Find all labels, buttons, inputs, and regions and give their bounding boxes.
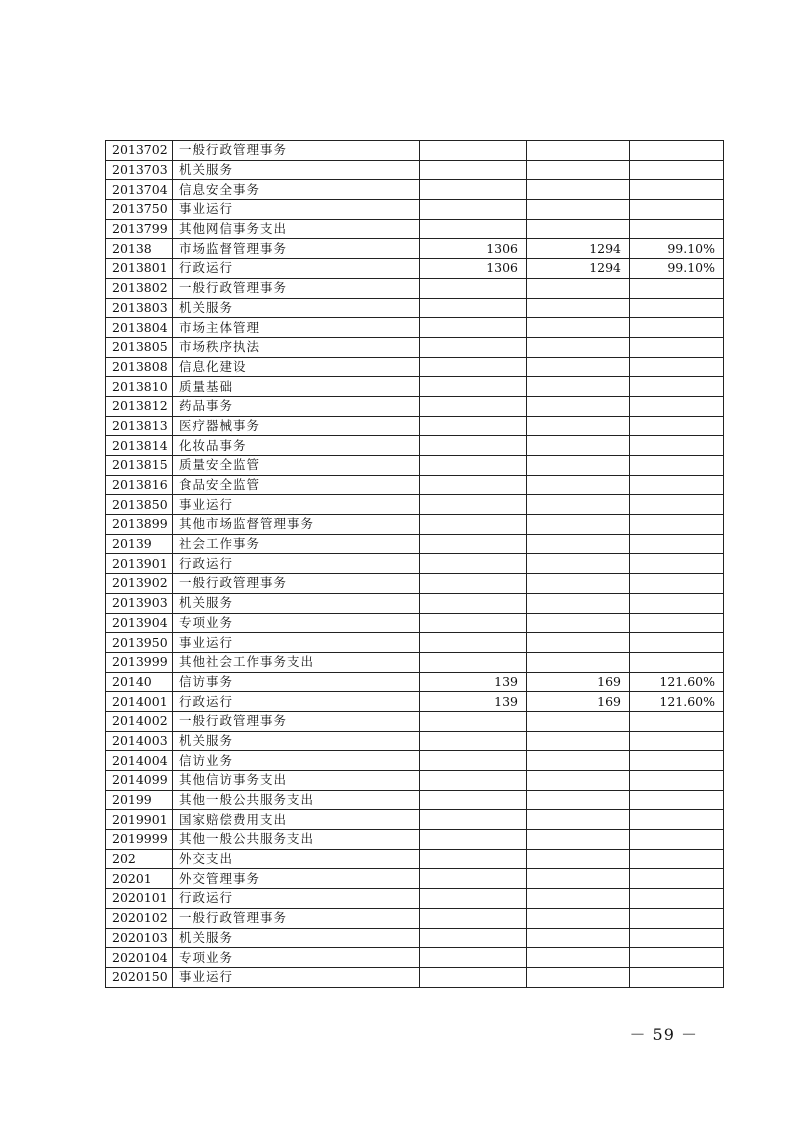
code-cell: 2013815 bbox=[106, 456, 173, 476]
actual-value-cell: 1294 bbox=[527, 259, 630, 279]
table-row bbox=[106, 751, 724, 771]
completion-rate-cell: 99.10% bbox=[630, 259, 724, 279]
table-row bbox=[106, 534, 724, 554]
actual-value-cell bbox=[527, 810, 630, 830]
completion-rate-cell bbox=[630, 830, 724, 850]
code-cell: 20199 bbox=[106, 790, 173, 810]
table-row bbox=[106, 416, 724, 436]
budget-value-cell bbox=[420, 849, 527, 869]
completion-rate-cell bbox=[630, 948, 724, 968]
table-row bbox=[106, 633, 724, 653]
item-name-cell: 一般行政管理事务 bbox=[173, 908, 420, 928]
budget-value-cell bbox=[420, 790, 527, 810]
item-name-cell: 市场秩序执法 bbox=[173, 337, 420, 357]
table-row bbox=[106, 967, 724, 987]
item-name-cell: 一般行政管理事务 bbox=[173, 574, 420, 594]
budget-value-cell bbox=[420, 141, 527, 161]
budget-value-cell bbox=[420, 180, 527, 200]
item-name-cell: 事业运行 bbox=[173, 200, 420, 220]
code-cell: 2013950 bbox=[106, 633, 173, 653]
page-number: － 59 － bbox=[629, 1025, 698, 1044]
completion-rate-cell bbox=[630, 456, 724, 476]
item-name-cell: 一般行政管理事务 bbox=[173, 711, 420, 731]
actual-value-cell bbox=[527, 515, 630, 535]
actual-value-cell bbox=[527, 751, 630, 771]
budget-value-cell bbox=[420, 456, 527, 476]
actual-value-cell bbox=[527, 436, 630, 456]
budget-value-cell bbox=[420, 711, 527, 731]
table-row bbox=[106, 889, 724, 909]
completion-rate-cell bbox=[630, 357, 724, 377]
table-row bbox=[106, 160, 724, 180]
budget-value-cell bbox=[420, 810, 527, 830]
completion-rate-cell bbox=[630, 967, 724, 987]
actual-value-cell bbox=[527, 396, 630, 416]
actual-value-cell bbox=[527, 928, 630, 948]
actual-value-cell bbox=[527, 554, 630, 574]
code-cell: 20139 bbox=[106, 534, 173, 554]
completion-rate-cell bbox=[630, 554, 724, 574]
budget-value-cell bbox=[420, 200, 527, 220]
completion-rate-cell bbox=[630, 298, 724, 318]
actual-value-cell bbox=[527, 908, 630, 928]
actual-value-cell bbox=[527, 771, 630, 791]
actual-value-cell bbox=[527, 574, 630, 594]
table-row bbox=[106, 928, 724, 948]
item-name-cell: 行政运行 bbox=[173, 259, 420, 279]
item-name-cell: 信访事务 bbox=[173, 672, 420, 692]
code-cell: 20140 bbox=[106, 672, 173, 692]
completion-rate-cell bbox=[630, 593, 724, 613]
table-row bbox=[106, 259, 724, 279]
table-row bbox=[106, 396, 724, 416]
table-row bbox=[106, 554, 724, 574]
code-cell: 2013799 bbox=[106, 219, 173, 239]
budget-value-cell bbox=[420, 534, 527, 554]
completion-rate-cell bbox=[630, 711, 724, 731]
code-cell: 2014004 bbox=[106, 751, 173, 771]
completion-rate-cell bbox=[630, 810, 724, 830]
completion-rate-cell bbox=[630, 751, 724, 771]
actual-value-cell: 169 bbox=[527, 692, 630, 712]
actual-value-cell bbox=[527, 495, 630, 515]
table-row bbox=[106, 515, 724, 535]
code-cell: 2020101 bbox=[106, 889, 173, 909]
actual-value-cell bbox=[527, 377, 630, 397]
code-cell: 2020104 bbox=[106, 948, 173, 968]
item-name-cell: 一般行政管理事务 bbox=[173, 278, 420, 298]
item-name-cell: 其他一般公共服务支出 bbox=[173, 790, 420, 810]
completion-rate-cell bbox=[630, 141, 724, 161]
item-name-cell: 质量基础 bbox=[173, 377, 420, 397]
item-name-cell: 药品事务 bbox=[173, 396, 420, 416]
item-name-cell: 医疗器械事务 bbox=[173, 416, 420, 436]
budget-value-cell bbox=[420, 475, 527, 495]
table-row bbox=[106, 948, 724, 968]
item-name-cell: 质量安全监管 bbox=[173, 456, 420, 476]
completion-rate-cell bbox=[630, 318, 724, 338]
item-name-cell: 信息化建设 bbox=[173, 357, 420, 377]
actual-value-cell bbox=[527, 849, 630, 869]
code-cell: 2013802 bbox=[106, 278, 173, 298]
actual-value-cell bbox=[527, 652, 630, 672]
completion-rate-cell bbox=[630, 731, 724, 751]
budget-value-cell bbox=[420, 278, 527, 298]
table-row bbox=[106, 652, 724, 672]
completion-rate-cell bbox=[630, 377, 724, 397]
table-row bbox=[106, 810, 724, 830]
budget-value-cell bbox=[420, 771, 527, 791]
actual-value-cell bbox=[527, 613, 630, 633]
table-row bbox=[106, 711, 724, 731]
budget-value-cell bbox=[420, 830, 527, 850]
item-name-cell: 事业运行 bbox=[173, 495, 420, 515]
code-cell: 2014003 bbox=[106, 731, 173, 751]
actual-value-cell bbox=[527, 318, 630, 338]
code-cell: 2014002 bbox=[106, 711, 173, 731]
budget-value-cell bbox=[420, 377, 527, 397]
budget-value-cell bbox=[420, 219, 527, 239]
table-row bbox=[106, 869, 724, 889]
code-cell: 2013901 bbox=[106, 554, 173, 574]
item-name-cell: 事业运行 bbox=[173, 967, 420, 987]
code-cell: 2020150 bbox=[106, 967, 173, 987]
code-cell: 2013704 bbox=[106, 180, 173, 200]
code-cell: 2020103 bbox=[106, 928, 173, 948]
actual-value-cell bbox=[527, 593, 630, 613]
code-cell: 2013899 bbox=[106, 515, 173, 535]
table-row bbox=[106, 298, 724, 318]
actual-value-cell: 169 bbox=[527, 672, 630, 692]
actual-value-cell bbox=[527, 731, 630, 751]
actual-value-cell bbox=[527, 889, 630, 909]
table-row bbox=[106, 731, 724, 751]
table-row bbox=[106, 593, 724, 613]
code-cell: 2013703 bbox=[106, 160, 173, 180]
code-cell: 2013813 bbox=[106, 416, 173, 436]
code-cell: 2019901 bbox=[106, 810, 173, 830]
item-name-cell: 行政运行 bbox=[173, 554, 420, 574]
actual-value-cell bbox=[527, 278, 630, 298]
table-row bbox=[106, 219, 724, 239]
completion-rate-cell bbox=[630, 160, 724, 180]
completion-rate-cell bbox=[630, 475, 724, 495]
actual-value-cell bbox=[527, 416, 630, 436]
completion-rate-cell bbox=[630, 515, 724, 535]
completion-rate-cell bbox=[630, 613, 724, 633]
actual-value-cell: 1294 bbox=[527, 239, 630, 259]
table-row bbox=[106, 790, 724, 810]
item-name-cell: 其他信访事务支出 bbox=[173, 771, 420, 791]
budget-value-cell bbox=[420, 318, 527, 338]
table-row bbox=[106, 436, 724, 456]
actual-value-cell bbox=[527, 456, 630, 476]
budget-value-cell bbox=[420, 967, 527, 987]
budget-value-cell bbox=[420, 160, 527, 180]
completion-rate-cell bbox=[630, 771, 724, 791]
table-row bbox=[106, 849, 724, 869]
completion-rate-cell bbox=[630, 790, 724, 810]
code-cell: 2013850 bbox=[106, 495, 173, 515]
actual-value-cell bbox=[527, 948, 630, 968]
completion-rate-cell bbox=[630, 278, 724, 298]
completion-rate-cell bbox=[630, 495, 724, 515]
item-name-cell: 专项业务 bbox=[173, 948, 420, 968]
actual-value-cell bbox=[527, 633, 630, 653]
code-cell: 2019999 bbox=[106, 830, 173, 850]
actual-value-cell bbox=[527, 337, 630, 357]
completion-rate-cell bbox=[630, 652, 724, 672]
table-row bbox=[106, 475, 724, 495]
table-row bbox=[106, 456, 724, 476]
item-name-cell: 市场主体管理 bbox=[173, 318, 420, 338]
budget-value-cell bbox=[420, 574, 527, 594]
completion-rate-cell bbox=[630, 436, 724, 456]
completion-rate-cell bbox=[630, 180, 724, 200]
code-cell: 2013801 bbox=[106, 259, 173, 279]
actual-value-cell bbox=[527, 298, 630, 318]
item-name-cell: 其他网信事务支出 bbox=[173, 219, 420, 239]
budget-value-cell bbox=[420, 298, 527, 318]
table-row bbox=[106, 239, 724, 259]
budget-value-cell bbox=[420, 948, 527, 968]
actual-value-cell bbox=[527, 790, 630, 810]
item-name-cell: 外交管理事务 bbox=[173, 869, 420, 889]
code-cell: 2013999 bbox=[106, 652, 173, 672]
budget-value-cell: 1306 bbox=[420, 259, 527, 279]
item-name-cell: 其他一般公共服务支出 bbox=[173, 830, 420, 850]
code-cell: 2014001 bbox=[106, 692, 173, 712]
budget-value-cell bbox=[420, 613, 527, 633]
actual-value-cell bbox=[527, 160, 630, 180]
table-row bbox=[106, 574, 724, 594]
code-cell: 2013750 bbox=[106, 200, 173, 220]
budget-value-cell: 139 bbox=[420, 672, 527, 692]
code-cell: 2013904 bbox=[106, 613, 173, 633]
item-name-cell: 行政运行 bbox=[173, 889, 420, 909]
budget-value-cell bbox=[420, 593, 527, 613]
actual-value-cell bbox=[527, 534, 630, 554]
completion-rate-cell bbox=[630, 219, 724, 239]
table-row bbox=[106, 200, 724, 220]
item-name-cell: 事业运行 bbox=[173, 633, 420, 653]
item-name-cell: 机关服务 bbox=[173, 298, 420, 318]
item-name-cell: 机关服务 bbox=[173, 731, 420, 751]
completion-rate-cell: 99.10% bbox=[630, 239, 724, 259]
code-cell: 2013805 bbox=[106, 337, 173, 357]
code-cell: 20138 bbox=[106, 239, 173, 259]
table-body bbox=[106, 141, 724, 988]
budget-value-cell bbox=[420, 436, 527, 456]
completion-rate-cell bbox=[630, 849, 724, 869]
actual-value-cell bbox=[527, 141, 630, 161]
budget-value-cell bbox=[420, 554, 527, 574]
budget-value-cell bbox=[420, 908, 527, 928]
code-cell: 2014099 bbox=[106, 771, 173, 791]
budget-value-cell bbox=[420, 889, 527, 909]
completion-rate-cell bbox=[630, 633, 724, 653]
table-row bbox=[106, 377, 724, 397]
table-row bbox=[106, 278, 724, 298]
item-name-cell: 信访业务 bbox=[173, 751, 420, 771]
budget-value-cell bbox=[420, 515, 527, 535]
actual-value-cell bbox=[527, 219, 630, 239]
expenditure-table bbox=[105, 140, 724, 988]
item-name-cell: 化妆品事务 bbox=[173, 436, 420, 456]
code-cell: 2013810 bbox=[106, 377, 173, 397]
code-cell: 2013808 bbox=[106, 357, 173, 377]
code-cell: 2013803 bbox=[106, 298, 173, 318]
budget-value-cell bbox=[420, 416, 527, 436]
item-name-cell: 外交支出 bbox=[173, 849, 420, 869]
item-name-cell: 机关服务 bbox=[173, 928, 420, 948]
actual-value-cell bbox=[527, 869, 630, 889]
completion-rate-cell bbox=[630, 889, 724, 909]
item-name-cell: 行政运行 bbox=[173, 692, 420, 712]
table-row bbox=[106, 141, 724, 161]
code-cell: 202 bbox=[106, 849, 173, 869]
budget-value-cell bbox=[420, 633, 527, 653]
table-row bbox=[106, 180, 724, 200]
actual-value-cell bbox=[527, 711, 630, 731]
budget-value-cell bbox=[420, 495, 527, 515]
completion-rate-cell: 121.60% bbox=[630, 692, 724, 712]
table-row bbox=[106, 613, 724, 633]
item-name-cell: 社会工作事务 bbox=[173, 534, 420, 554]
item-name-cell: 其他市场监督管理事务 bbox=[173, 515, 420, 535]
code-cell: 20201 bbox=[106, 869, 173, 889]
actual-value-cell bbox=[527, 357, 630, 377]
budget-value-cell bbox=[420, 928, 527, 948]
actual-value-cell bbox=[527, 180, 630, 200]
code-cell: 2013816 bbox=[106, 475, 173, 495]
code-cell: 2013702 bbox=[106, 141, 173, 161]
budget-value-cell bbox=[420, 396, 527, 416]
completion-rate-cell bbox=[630, 534, 724, 554]
item-name-cell: 机关服务 bbox=[173, 593, 420, 613]
code-cell: 2013903 bbox=[106, 593, 173, 613]
item-name-cell: 信息安全事务 bbox=[173, 180, 420, 200]
table-row bbox=[106, 771, 724, 791]
item-name-cell: 机关服务 bbox=[173, 160, 420, 180]
completion-rate-cell bbox=[630, 908, 724, 928]
table-row bbox=[106, 337, 724, 357]
budget-value-cell: 1306 bbox=[420, 239, 527, 259]
item-name-cell: 专项业务 bbox=[173, 613, 420, 633]
actual-value-cell bbox=[527, 475, 630, 495]
actual-value-cell bbox=[527, 967, 630, 987]
table-row bbox=[106, 830, 724, 850]
item-name-cell: 市场监督管理事务 bbox=[173, 239, 420, 259]
table-row bbox=[106, 357, 724, 377]
code-cell: 2013812 bbox=[106, 396, 173, 416]
budget-value-cell bbox=[420, 652, 527, 672]
completion-rate-cell bbox=[630, 396, 724, 416]
table-row bbox=[106, 692, 724, 712]
completion-rate-cell bbox=[630, 200, 724, 220]
completion-rate-cell bbox=[630, 574, 724, 594]
table-row bbox=[106, 318, 724, 338]
budget-value-cell bbox=[420, 731, 527, 751]
completion-rate-cell bbox=[630, 416, 724, 436]
table-row bbox=[106, 495, 724, 515]
code-cell: 2013814 bbox=[106, 436, 173, 456]
completion-rate-cell bbox=[630, 869, 724, 889]
budget-value-cell bbox=[420, 869, 527, 889]
table-row bbox=[106, 672, 724, 692]
actual-value-cell bbox=[527, 830, 630, 850]
budget-value-cell bbox=[420, 337, 527, 357]
item-name-cell: 其他社会工作事务支出 bbox=[173, 652, 420, 672]
item-name-cell: 一般行政管理事务 bbox=[173, 141, 420, 161]
item-name-cell: 国家赔偿费用支出 bbox=[173, 810, 420, 830]
budget-value-cell bbox=[420, 357, 527, 377]
table-row bbox=[106, 908, 724, 928]
completion-rate-cell: 121.60% bbox=[630, 672, 724, 692]
code-cell: 2013804 bbox=[106, 318, 173, 338]
budget-value-cell bbox=[420, 751, 527, 771]
budget-value-cell: 139 bbox=[420, 692, 527, 712]
item-name-cell: 食品安全监管 bbox=[173, 475, 420, 495]
code-cell: 2020102 bbox=[106, 908, 173, 928]
completion-rate-cell bbox=[630, 337, 724, 357]
completion-rate-cell bbox=[630, 928, 724, 948]
actual-value-cell bbox=[527, 200, 630, 220]
code-cell: 2013902 bbox=[106, 574, 173, 594]
